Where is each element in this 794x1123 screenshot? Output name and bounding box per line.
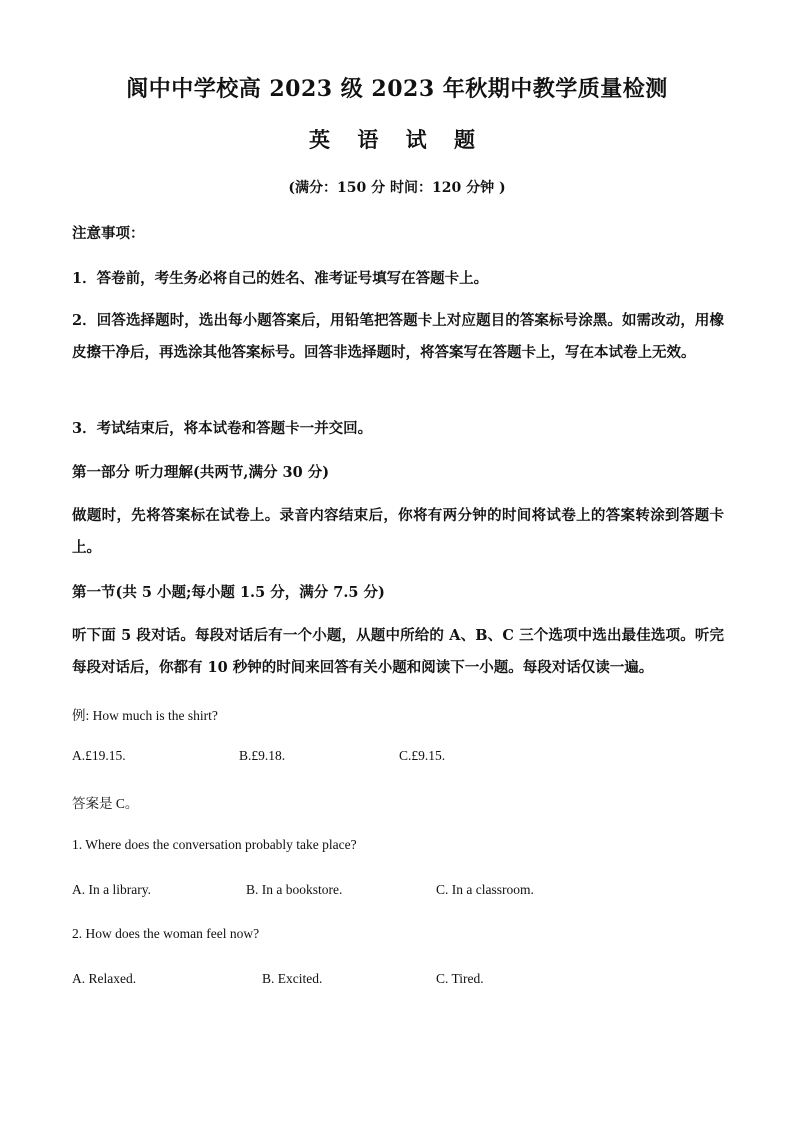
section1-instruction: 听下面 5 段对话。每段对话后有一个小题，从题中所给的 A、B、C 三个选项中选出最佳选项。听完每段对话后，你都有 10 秒钟的时间来回答有关小题和阅读下一小题。每段对话仅读一遍。 [72,627,724,676]
part1-instruction: 做题时，先将答案标在试卷上。录音内容结束后，你将有两分钟的时间将试卷上的答案转涂到答题卡上。 [72,507,724,556]
question-1-option-a: A. In a library. [72,882,151,897]
part1-heading: 第一部分 听力理解(共两节,满分 30 分) [72,464,330,481]
question-2: 2. How does the woman feel now? [72,926,260,941]
exam-meta: (满分：150 分 时间：120 分钟 ) [288,180,506,196]
exam-title: 阆中中学校高 2023 级 2023 年秋期中教学质量检测 [126,76,668,102]
question-2-option-a: A. Relaxed. [72,971,137,986]
notes-heading: 注意事项： [72,225,145,242]
example-answer: 答案是 C。 [72,796,139,811]
example-option-c: C.£9.15. [399,748,446,763]
question-2-option-b: B. Excited. [262,971,323,986]
question-1-option-b: B. In a bookstore. [246,882,343,897]
note-item-1: 1．答卷前，考生务必将自己的姓名、准考证号填写在答题卡上。 [72,270,489,287]
question-1: 1. Where does the conversation probably take place? [72,837,357,852]
section1-heading: 第一节(共 5 小题;每小题 1.5 分，满分 7.5 分) [72,584,385,601]
note-item-2: 2．回答选择题时，选出每小题答案后，用铅笔把答题卡上对应题目的答案标号涂黑。如需改动，用橡皮擦干净后，再选涂其他答案标号。回答非选择题时，将答案写在答题卡上，写在本试卷上无效。 [72,312,724,361]
example-option-b: B.£9.18. [239,748,286,763]
example-question: 例: How much is the shirt? [72,708,218,723]
question-2-option-c: C. Tired. [436,971,484,986]
note-item-3: 3．考试结束后，将本试卷和答题卡一并交回。 [72,420,373,437]
example-option-a: A.£19.15. [72,748,126,763]
exam-subject: 英 语 试 题 [309,127,485,152]
question-1-option-c: C. In a classroom. [436,882,534,897]
